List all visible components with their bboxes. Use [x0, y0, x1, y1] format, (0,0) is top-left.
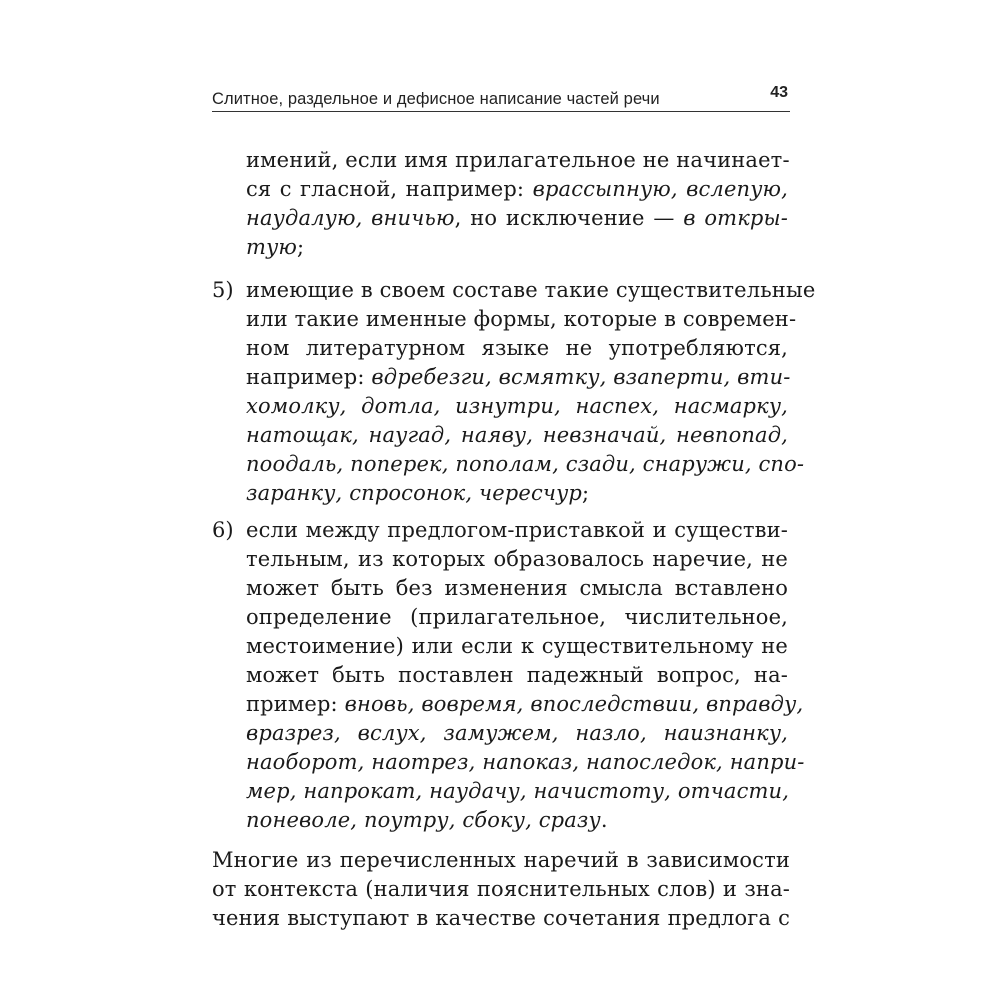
running-header	[212, 86, 790, 114]
italic-example-text: вразрез, вслух, замужем, назло, наизнанку,	[246, 721, 788, 745]
text-line	[212, 904, 790, 933]
italic-example-text: наудалую, вничью	[246, 206, 455, 230]
text-line	[246, 690, 804, 719]
text-line	[246, 574, 788, 603]
italic-example-text: вновь, вовремя, впоследствии, вправду,	[344, 692, 804, 716]
list-marker-5: 5)	[212, 278, 234, 302]
header-rule	[212, 111, 790, 112]
text-line	[246, 516, 788, 545]
italic-example-text: вдребезги, всмятку, взаперти, вти-	[371, 365, 791, 389]
text-run: ном литературном языке не употребляются,	[246, 336, 788, 360]
text-line	[246, 603, 788, 632]
italic-example-text: заранку, спросонок, чересчур	[246, 481, 582, 505]
text-run: тельным, из которых образовалось наречие, не	[246, 547, 788, 571]
text-run: может быть без изменения смысла вставлено	[246, 576, 788, 600]
text-line	[246, 233, 788, 262]
text-line	[246, 806, 788, 835]
list-marker-6: 6)	[212, 518, 234, 542]
italic-example-text: поодаль, поперек, пополам, сзади, снаружи, спо-	[246, 452, 805, 476]
text-run: от контекста (наличия пояснительных слов) и зна-	[212, 877, 790, 901]
text-run: может быть поставлен падежный вопрос, на-	[246, 663, 788, 687]
text-line	[246, 661, 788, 690]
text-line	[246, 305, 797, 334]
text-line	[246, 545, 788, 574]
text-run: например:	[246, 365, 372, 389]
text-run: ;	[582, 481, 590, 505]
text-line	[246, 334, 788, 363]
text-line	[246, 363, 791, 392]
italic-example-text: мер, напрокат, наудачу, начистоту, отчасти,	[246, 779, 790, 803]
italic-example-text: натощак, наугад, наяву, невзначай, невпопад,	[246, 423, 788, 447]
text-run: или такие именные формы, которые в современ-	[246, 307, 797, 331]
italic-example-text: тую	[246, 235, 298, 259]
italic-example-text: наоборот, наотрез, напоказ, напоследок, напри-	[246, 750, 805, 774]
italic-example-text: врассыпную, вслепую,	[532, 177, 789, 201]
italic-example-text: поневоле, поутру, сбоку, сразу	[246, 808, 601, 832]
running-header-title: Слитное, раздельное и дефисное написание частей речи	[212, 90, 660, 108]
text-run: местоимение) или если к существительному не	[246, 634, 788, 658]
text-run: Многие из перечисленных наречий в зависимости	[212, 848, 790, 872]
italic-example-text: в откры-	[683, 206, 788, 230]
text-line	[246, 632, 788, 661]
text-line	[246, 175, 788, 204]
text-run: чения выступают в качестве сочетания предлога с	[212, 906, 790, 930]
text-run: ;	[297, 235, 305, 259]
italic-example-text: хомолку, дотла, изнутри, наспех, насмарку,	[246, 394, 788, 418]
page-number: 43	[770, 84, 788, 101]
text-line	[246, 719, 788, 748]
text-run: имеющие в своем составе такие существительные	[246, 278, 816, 302]
text-run: ся с гласной, например:	[246, 177, 533, 201]
text-line	[212, 846, 790, 875]
text-line	[246, 146, 788, 175]
text-run: пример:	[246, 692, 345, 716]
text-line	[246, 450, 805, 479]
text-run: , но исключение —	[454, 206, 684, 230]
text-line	[246, 748, 805, 777]
text-line	[246, 777, 788, 806]
text-run: имений, если имя прилагательное не начинает-	[246, 148, 790, 172]
text-line	[246, 479, 788, 508]
text-line	[212, 875, 790, 904]
text-line	[246, 276, 816, 305]
text-line	[246, 204, 788, 233]
text-run: .	[600, 808, 608, 832]
text-run: определение (прилагательное, числительное,	[246, 605, 788, 629]
text-run: если между предлогом-приставкой и существи-	[246, 518, 788, 542]
text-line	[246, 392, 788, 421]
text-line	[246, 421, 788, 450]
